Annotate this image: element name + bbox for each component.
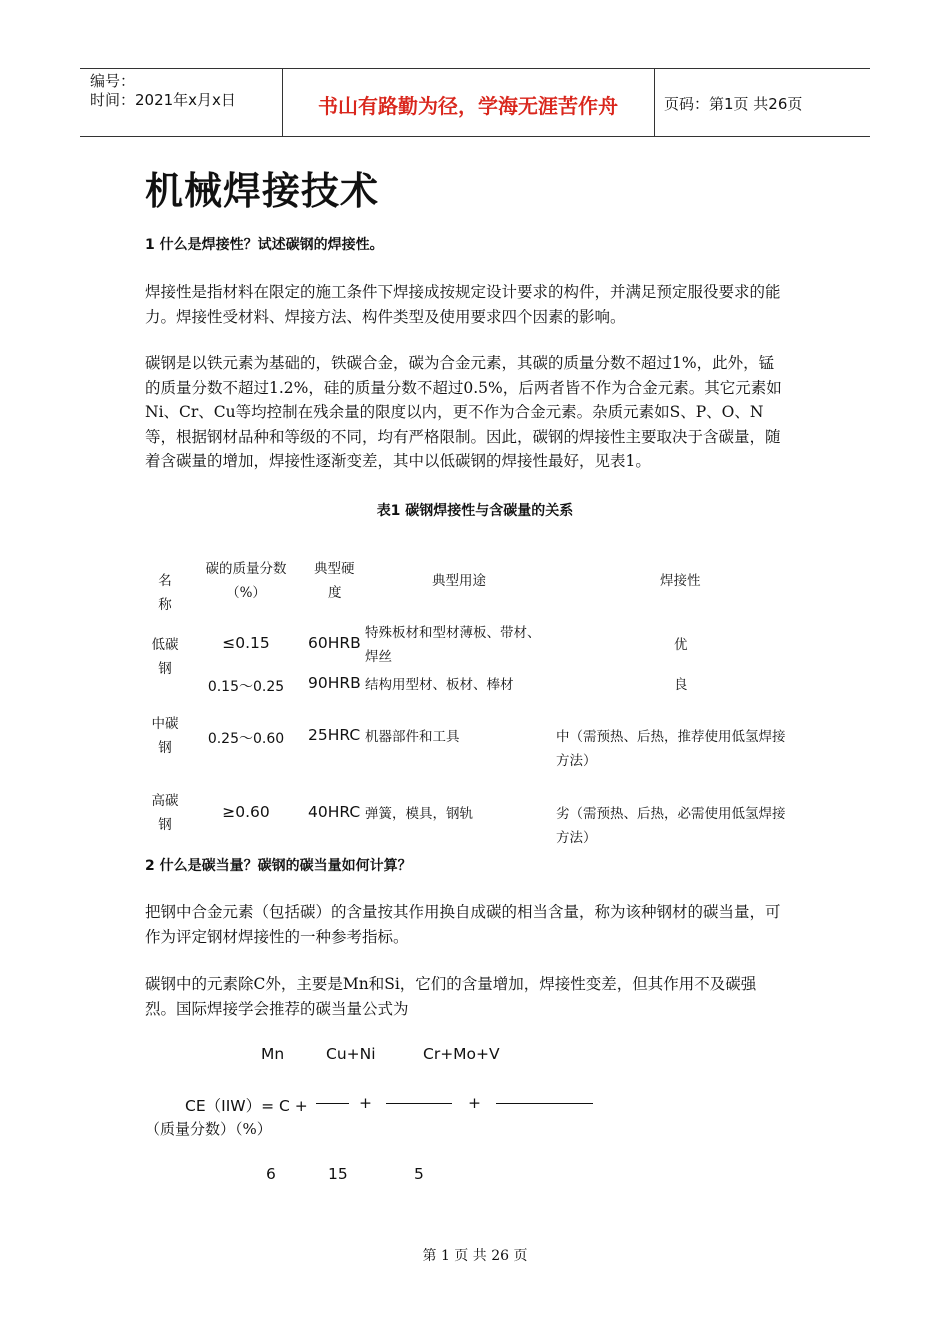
formula-numerator-crmov: Cr+Mo+V [423, 1045, 500, 1063]
table-header-weldability: 焊接性 [660, 573, 701, 589]
page-title: 机械焊接技术 [145, 169, 380, 213]
text-line: 着含碳量的增加，焊接性逐渐变差，其中以低碳钢的焊接性最好，见表1。 [145, 452, 651, 470]
table-row-high-carbon-name [148, 789, 182, 837]
text-line: 焊接性是指材料在限定的施工条件下焊接成按规定设计要求的构件，并满足预定服役要求的能 [145, 283, 781, 301]
header-text: （%） [226, 585, 266, 601]
table-row-medium-carbon-name [148, 712, 182, 760]
cell-text: 特殊板材和型材薄板、带材、 [365, 625, 541, 641]
q1-heading: 1 什么是焊接性？试述碳钢的焊接性。 [145, 237, 384, 253]
header-motto: 书山有路勤为径，学海无涯苦作舟 [318, 94, 618, 118]
formula-unit: （质量分数）（%） [145, 1120, 272, 1138]
cell-text: 高碳 [151, 793, 179, 809]
text-line: 碳钢中的元素除C外，主要是Mn和Si，它们的含量增加，焊接性变差，但其作用不及碳强 [145, 975, 757, 993]
text-line: 等，根据钢材品种和等级的不同，均有严格限制。因此，碳钢的焊接性主要取决于含碳量，随 [145, 427, 781, 446]
cell-weldability: 优 [674, 637, 688, 653]
text-line: Ni、Cr、Cu等均控制在残余量的限度以内，更不作为合金元素。杂质元素如S、P、O、N [145, 403, 764, 421]
page-footer: 第 1 页 共 26 页 [422, 1248, 528, 1264]
cell-text: 中碳 [151, 716, 179, 732]
cell-weldability [556, 725, 806, 773]
cell-carbon: 0.15～0.25 [207, 679, 285, 695]
table-caption: 表1 碳钢焊接性与含碳量的关系 [376, 503, 574, 519]
q2-paragraph-1 [145, 900, 805, 949]
cell-weldability: 良 [674, 677, 688, 693]
cell-text: 中（需预热、后热，推荐使用低氢焊接 [556, 729, 786, 745]
table-header-hardness [314, 557, 364, 605]
header-top-rule [80, 68, 870, 69]
cell-use: 机器部件和工具 [365, 729, 460, 745]
cell-text: 钢 [158, 740, 172, 756]
formula-numerator-cuni: Cu+Ni [326, 1045, 376, 1063]
table-header-name [148, 569, 182, 617]
serial-label: 编号： [90, 72, 136, 90]
header-bottom-rule [80, 136, 870, 137]
cell-text: 方法） [556, 753, 597, 769]
cell-hardness: 90HRB [308, 674, 361, 692]
text-line: 的质量分数不超过1.2%，硅的质量分数不超过0.5%，后两者皆不作为合金元素。其它元素如 [145, 378, 782, 397]
cell-carbon: 0.25～0.60 [207, 731, 285, 747]
q1-paragraph-2 [145, 351, 805, 474]
cell-use [365, 621, 555, 669]
cell-hardness: 25HRC [308, 726, 361, 744]
cell-carbon: ≤0.15 [222, 634, 270, 652]
fraction-bar-cuni [386, 1103, 452, 1104]
q2-paragraph-2 [145, 972, 805, 1021]
table-header-carbon [195, 557, 297, 605]
formula-plus-2: + [468, 1094, 481, 1112]
text-line: 作为评定钢材焊接性的一种参考指标。 [145, 927, 409, 946]
text-line: 碳钢是以铁元素为基础的，铁碳合金，碳为合金元素，其碳的质量分数不超过1%，此外，锰 [145, 354, 775, 372]
formula-denominator-5: 5 [414, 1165, 424, 1183]
header-text: 碳的质量分数 [205, 561, 287, 577]
cell-hardness: 40HRC [308, 803, 361, 821]
cell-text: 低碳 [151, 637, 179, 653]
cell-text: 方法） [556, 830, 597, 846]
text-line: 力。焊接性受材料、焊接方法、构件类型及使用要求四个因素的影响。 [145, 307, 626, 326]
cell-hardness: 60HRB [308, 634, 361, 652]
q1-paragraph-1 [145, 280, 805, 329]
formula-numerator-mn: Mn [261, 1045, 285, 1063]
q2-heading: 2 什么是碳当量？碳钢的碳当量如何计算？ [145, 858, 412, 874]
fraction-bar-mn [316, 1103, 349, 1104]
formula-lhs: CE（IIW）= C + [185, 1097, 308, 1115]
cell-text: 钢 [158, 661, 172, 677]
time-label: 时间：2021年x月x日 [90, 91, 236, 109]
header-text: 度 [328, 585, 342, 601]
header-meta [90, 72, 236, 110]
cell-text: 劣（需预热、后热，必需使用低氢焊接 [556, 806, 786, 822]
table-row-low-carbon-name [148, 633, 182, 681]
table-header-use: 典型用途 [432, 573, 486, 589]
formula-denominator-6: 6 [266, 1165, 276, 1183]
formula-plus-1: + [359, 1094, 372, 1112]
header-text: 称 [158, 597, 172, 613]
cell-use: 弹簧，模具，钢轨 [365, 806, 473, 822]
header-text: 典型硬 [314, 561, 355, 577]
text-line: 把钢中合金元素（包括碳）的含量按其作用换自成碳的相当含量，称为该种钢材的碳当量，可 [145, 903, 781, 921]
header-divider-2 [654, 68, 655, 136]
fraction-bar-crmov [496, 1103, 593, 1104]
cell-text: 焊丝 [365, 649, 392, 665]
header-text: 名 [158, 573, 172, 589]
formula-denominator-15: 15 [328, 1165, 348, 1183]
cell-use: 结构用型材、板材、棒材 [365, 677, 514, 693]
cell-weldability [556, 802, 806, 850]
text-line: 烈。国际焊接学会推荐的碳当量公式为 [145, 999, 409, 1018]
cell-carbon: ≥0.60 [222, 803, 270, 821]
cell-text: 钢 [158, 817, 172, 833]
header-page-info: 页码：第1页 共26页 [664, 95, 803, 113]
